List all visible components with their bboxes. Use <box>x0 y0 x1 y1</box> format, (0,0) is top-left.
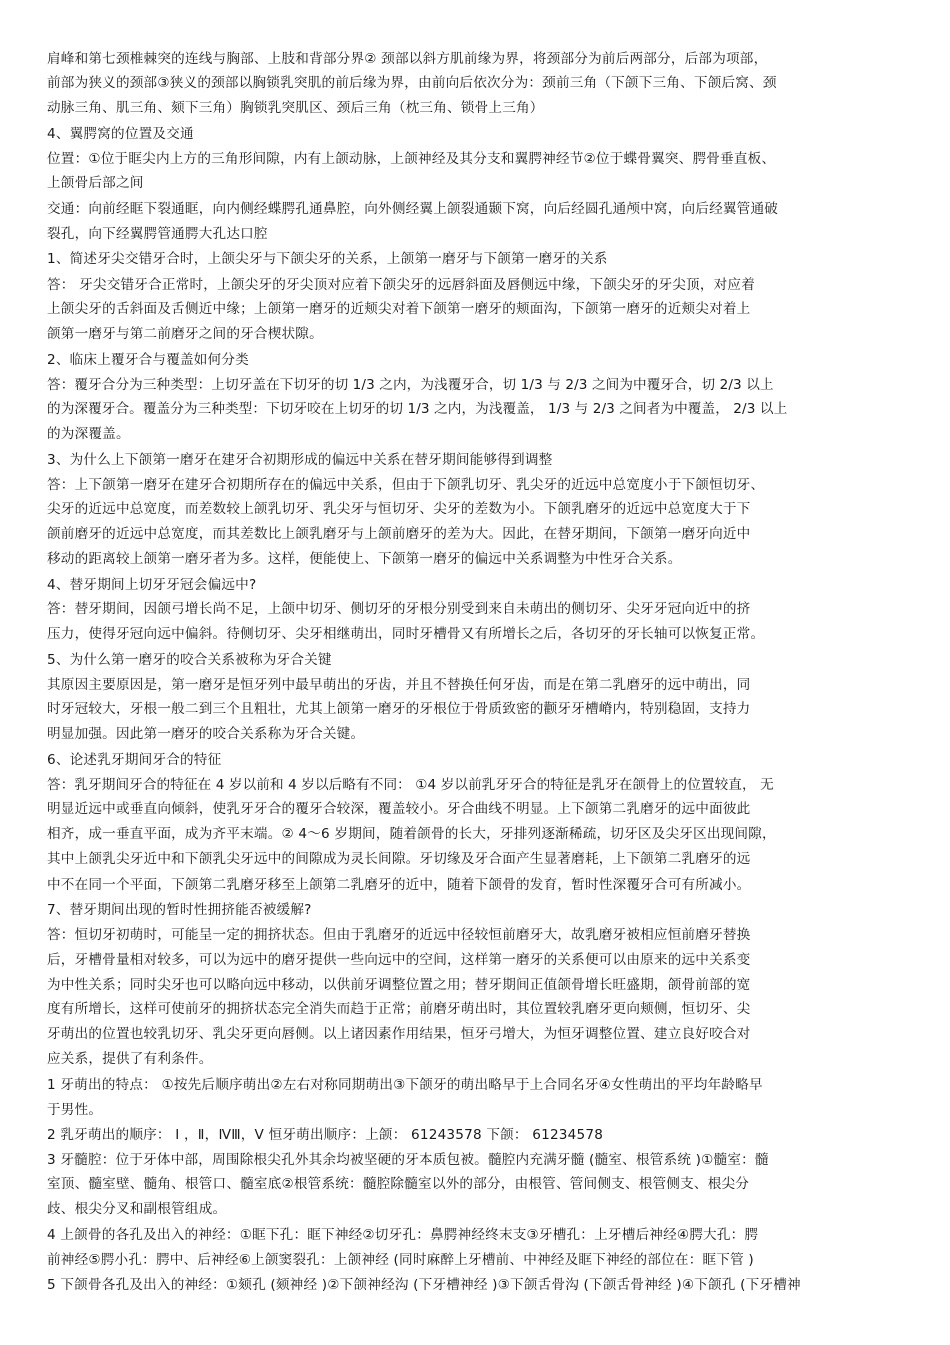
text-line: 为中性关系；同时尖牙也可以略向远中移动，以供前牙调整位置之用；替牙期间正值颌骨增长旺盛期，颌骨前部的宽 <box>47 977 751 993</box>
text-line: 答：恒切牙初萌时，可能呈一定的拥挤状态。但由于乳磨牙的近远中径较恒前磨牙大，故乳磨牙被相应恒前磨牙替换 <box>47 927 751 943</box>
text-line: 肩峰和第七颈椎棘突的连线与胸部、上肢和背部分界② 颈部以斜方肌前缘为界，将颈部分为前后两部分，后部为项部， <box>47 51 768 67</box>
question-heading: 7、替牙期间出现的暂时性拥挤能否被缓解? <box>47 902 312 918</box>
question-heading: 1、简述牙尖交错牙合时，上颌尖牙与下颌尖牙的关系，上颌第一磨牙与下颌第一磨牙的关系 <box>47 251 608 267</box>
text-line: 歧、根尖分叉和副根管组成。 <box>47 1201 227 1217</box>
text-line: 的为深覆牙合。覆盖分为三种类型：下切牙咬在上切牙的切 1/3 之内，为浅覆盖， 1/3 与 2/3 之间者为中覆盖， 2/3 以上 <box>47 401 788 417</box>
text-line: 1 牙萌出的特点： ①按先后顺序萌出②左右对称同期萌出③下颌牙的萌出略早于上合同名牙④女性萌出的平均年龄略早 <box>47 1077 763 1093</box>
text-line: 中不在同一个平面，下颌第二乳磨牙移至上颌第二乳磨牙的近中，随着下颌骨的发育，暂时性深覆牙合可有所减小。 <box>47 877 751 893</box>
text-line: 前部为狭义的颈部③狭义的颈部以胸锁乳突肌的前后缘为界，由前向后依次分为：颈前三角（下颌下三角、下颌后窝、颈 <box>47 75 777 91</box>
question-heading: 4、替牙期间上切牙牙冠会偏远中? <box>47 577 257 593</box>
text-line: 颌第一磨牙与第二前磨牙之间的牙合楔状隙。 <box>47 326 323 342</box>
text-line: 答：替牙期间，因颌弓增长尚不足，上颌中切牙、侧切牙的牙根分别受到来自未萌出的侧切牙、尖牙牙冠向近中的挤 <box>47 601 751 617</box>
text-line: 牙萌出的位置也较乳切牙、乳尖牙更向唇侧。以上诸因素作用结果，恒牙弓增大，为恒牙调整位置、建立良好咬合对 <box>47 1026 751 1042</box>
text-line: 5 下颌骨各孔及出入的神经：①颏孔 (颏神经 )②下颌神经沟 (下牙槽神经 )③下颌舌骨沟 (下颌舌骨神经 )④下颌孔 (下牙槽神 <box>47 1277 801 1293</box>
text-line: 答： 牙尖交错牙合正常时，上颌尖牙的牙尖顶对应着下颌尖牙的远唇斜面及唇侧远中缘，下颌尖牙的牙尖顶，对应着 <box>47 277 755 293</box>
text-line: 2 乳牙萌出的顺序： Ⅰ ，Ⅱ，ⅣⅢ，Ⅴ 恒牙萌出顺序：上颌： 61243578 下颌： 61234578 <box>47 1127 604 1143</box>
question-heading: 2、临床上覆牙合与覆盖如何分类 <box>47 352 249 368</box>
question-heading: 3、为什么上下颌第一磨牙在建牙合初期形成的偏远中关系在替牙期间能够得到调整 <box>47 452 553 468</box>
text-line: 上颌骨后部之间 <box>47 175 144 191</box>
text-line: 其原因主要原因是，第一磨牙是恒牙列中最早萌出的牙齿，并且不替换任何牙齿，而是在第二乳磨牙的远中萌出，同 <box>47 677 751 693</box>
text-line: 其中上颌乳尖牙近中和下颌乳尖牙远中的间隙成为灵长间隙。牙切缘及牙合面产生显著磨耗，上下颌第二乳磨牙的远 <box>47 851 751 867</box>
text-line: 的为深覆盖。 <box>47 426 130 442</box>
text-line: 动脉三角、肌三角、颏下三角）胸锁乳突肌区、颈后三角（枕三角、锁骨上三角） <box>47 100 544 116</box>
text-line: 答：上下颌第一磨牙在建牙合初期所存在的偏远中关系，但由于下颌乳切牙、乳尖牙的近远中总宽度小于下颌恒切牙、 <box>47 477 765 493</box>
text-line: 度有所增长，这样可使前牙的拥挤状态完全消失而趋于正常；前磨牙萌出时，其位置较乳磨牙更向颊侧，恒切牙、尖 <box>47 1001 751 1017</box>
text-line: 答：覆牙合分为三种类型：上切牙盖在下切牙的切 1/3 之内，为浅覆牙合，切 1/3 与 2/3 之间为中覆牙合，切 2/3 以上 <box>47 377 774 393</box>
text-line: 应关系，提供了有利条件。 <box>47 1051 213 1067</box>
text-line: 室顶、髓室壁、髓角、根管口、髓室底②根管系统：髓腔除髓室以外的部分，由根管、管间侧支、根管侧支、根尖分 <box>47 1176 750 1192</box>
section-heading: 4、翼腭窝的位置及交通 <box>47 126 194 142</box>
text-line: 位置：①位于眶尖内上方的三角形间隙，内有上颌动脉，上颌神经及其分支和翼腭神经节②位于蝶骨翼突、腭骨垂直板、 <box>47 151 776 167</box>
text-line: 尖牙的近远中总宽度，而差数较上颌乳切牙、乳尖牙与恒切牙、尖牙的差数为小。下颌乳磨牙的近远中总宽度大于下 <box>47 501 751 517</box>
text-line: 移动的距离较上颌第一磨牙者为多。这样，便能使上、下颌第一磨牙的偏远中关系调整为中性牙合关系。 <box>47 551 682 567</box>
text-line: 前神经⑤腭小孔：腭中、后神经⑥上颌窦裂孔：上颌神经 (同时麻醉上牙槽前、中神经及眶下神经的部位在：眶下管 ) <box>47 1252 754 1268</box>
question-heading: 5、为什么第一磨牙的咬合关系被称为牙合关键 <box>47 652 332 668</box>
text-line: 压力，使得牙冠向远中偏斜。待侧切牙、尖牙相继萌出，同时牙槽骨又有所增长之后，各切牙的牙长轴可以恢复正常。 <box>47 626 765 642</box>
text-line: 答：乳牙期间牙合的特征在 4 岁以前和 4 岁以后略有不同： ①4 岁以前乳牙牙合的特征是乳牙在颌骨上的位置较直， 无 <box>47 777 774 793</box>
text-line: 于男性。 <box>47 1102 103 1118</box>
text-line: 明显近远中或垂直向倾斜，使乳牙牙合的覆牙合较深，覆盖较小。牙合曲线不明显。上下颌第二乳磨牙的远中面彼此 <box>47 801 751 817</box>
text-line: 交通：向前经眶下裂通眶，向内侧经蝶腭孔通鼻腔，向外侧经翼上颌裂通颞下窝，向后经圆孔通颅中窝，向后经翼管通破 <box>47 201 779 217</box>
text-line: 后，牙槽骨量相对较多，可以为远中的磨牙提供一些向远中的空间，这样第一磨牙的关系便可以由原来的远中关系变 <box>47 952 751 968</box>
text-line: 相齐，成一垂直平面，成为齐平末端。② 4～6 岁期间，随着颌骨的长大，牙排列逐渐稀疏，切牙区及尖牙区出现间隙， <box>47 826 776 842</box>
text-line: 4 上颌骨的各孔及出入的神经：①眶下孔：眶下神经②切牙孔：鼻腭神经终末支③牙槽孔：上牙槽后神经④腭大孔：腭 <box>47 1227 759 1243</box>
text-line: 裂孔，向下经翼腭管通腭大孔达口腔 <box>47 226 268 242</box>
text-line: 明显加强。因此第一磨牙的咬合关系称为牙合关键。 <box>47 726 365 742</box>
text-line: 颌前磨牙的近远中总宽度，而其差数比上颌乳磨牙与上颌前磨牙的差为大。因此，在替牙期间，下颌第一磨牙向近中 <box>47 526 751 542</box>
text-line: 上颌尖牙的舌斜面及舌侧近中缘；上颌第一磨牙的近颊尖对着下颌第一磨牙的颊面沟，下颌第一磨牙的近颊尖对着上 <box>47 301 751 317</box>
text-line: 时牙冠较大，牙根一般二到三个且粗壮，尤其上颌第一磨牙的牙根位于骨质致密的颧牙牙槽嵴内，特别稳固，支持力 <box>47 701 751 717</box>
text-line: 3 牙髓腔：位于牙体中部，周围除根尖孔外其余均被坚硬的牙本质包被。髓腔内充满牙髓 (髓室、根管系统 )①髓室：髓 <box>47 1152 769 1168</box>
question-heading: 6、论述乳牙期间牙合的特征 <box>47 752 222 768</box>
